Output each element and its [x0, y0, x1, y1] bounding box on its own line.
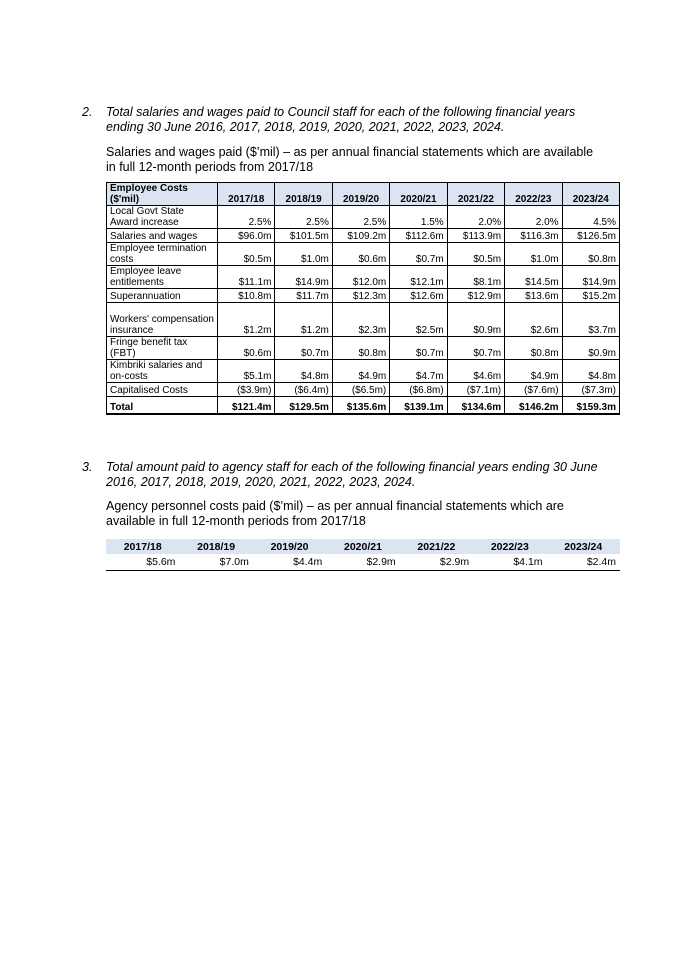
- table-row: [107, 337, 620, 360]
- header-year: 2021/22: [447, 183, 504, 206]
- cell-value: $4.7m: [390, 360, 447, 383]
- cell-value: 2.5%: [275, 206, 332, 229]
- cell-value: $4.6m: [447, 360, 504, 383]
- cell-value: $0.6m: [332, 243, 389, 266]
- table-header-row: [107, 183, 620, 206]
- cell-value: $12.0m: [332, 266, 389, 289]
- table-row: [107, 229, 620, 243]
- employee-costs-table: [106, 182, 620, 415]
- agency-header-year: 2020/21: [326, 539, 399, 554]
- table-row: [107, 243, 620, 266]
- cell-value: $12.9m: [447, 289, 504, 303]
- cell-value: $0.7m: [447, 337, 504, 360]
- row-label: Superannuation: [107, 289, 218, 303]
- cell-value: $116.3m: [505, 229, 562, 243]
- question-3-subtitle: Agency personnel costs paid ($’mil) – as per annual financial statements which are available in full 12-month periods from 2017/18: [106, 499, 564, 528]
- cell-value: $0.7m: [275, 337, 332, 360]
- cell-value: $0.9m: [562, 337, 619, 360]
- cell-value: $96.0m: [218, 229, 275, 243]
- cell-value: $1.2m: [218, 303, 275, 337]
- cell-value: ($6.5m): [332, 383, 389, 397]
- cell-value: 2.0%: [447, 206, 504, 229]
- header-year: 2022/23: [505, 183, 562, 206]
- agency-value: $2.4m: [547, 554, 620, 571]
- question-3-number: 3.: [82, 460, 93, 474]
- table-row: [107, 383, 620, 397]
- table-row: [107, 360, 620, 383]
- agency-value: $7.0m: [179, 554, 252, 571]
- cell-value: 2.5%: [332, 206, 389, 229]
- question-2-subtitle: Salaries and wages paid ($’mil) – as per annual financial statements which are available in full 12-month periods from 2017/18: [106, 145, 594, 174]
- cell-value: $15.2m: [562, 289, 619, 303]
- header-year: 2023/24: [562, 183, 619, 206]
- header-year: 2019/20: [332, 183, 389, 206]
- cell-value: $1.0m: [505, 243, 562, 266]
- agency-value: $5.6m: [106, 554, 179, 571]
- header-year: 2018/19: [275, 183, 332, 206]
- agency-header-year: 2019/20: [253, 539, 326, 554]
- cell-value: ($3.9m): [218, 383, 275, 397]
- agency-value: $2.9m: [400, 554, 473, 571]
- row-label: Workers' compensation insurance: [107, 303, 218, 337]
- cell-value: $0.8m: [505, 337, 562, 360]
- cell-value: $0.9m: [447, 303, 504, 337]
- cell-value: $1.0m: [275, 243, 332, 266]
- total-label: Total: [107, 397, 218, 415]
- cell-value: $113.9m: [447, 229, 504, 243]
- question-3-text: Total amount paid to agency staff for each of the following financial years ending 30 June 2016, 2017, 2018, 2019, 2020, 2021, 2022, 2023, 2024.: [106, 460, 598, 489]
- agency-value: $2.9m: [326, 554, 399, 571]
- cell-value: $5.1m: [218, 360, 275, 383]
- agency-value: $4.4m: [253, 554, 326, 571]
- agency-header-row: [106, 539, 620, 554]
- cell-value: 2.0%: [505, 206, 562, 229]
- header-year: 2020/21: [390, 183, 447, 206]
- cell-value: ($7.3m): [562, 383, 619, 397]
- cell-value: ($6.4m): [275, 383, 332, 397]
- table-row: [107, 266, 620, 289]
- cell-value: $0.5m: [447, 243, 504, 266]
- total-value: $139.1m: [390, 397, 447, 415]
- agency-header-year: 2018/19: [179, 539, 252, 554]
- cell-value: 4.5%: [562, 206, 619, 229]
- cell-value: $0.8m: [562, 243, 619, 266]
- cell-value: $0.5m: [218, 243, 275, 266]
- cell-value: $12.3m: [332, 289, 389, 303]
- row-label: Employee termination costs: [107, 243, 218, 266]
- cell-value: $1.2m: [275, 303, 332, 337]
- cell-value: $112.6m: [390, 229, 447, 243]
- cell-value: $14.9m: [562, 266, 619, 289]
- header-label: Employee Costs ($'mil): [107, 183, 218, 206]
- cell-value: $0.7m: [390, 243, 447, 266]
- cell-value: $4.8m: [275, 360, 332, 383]
- header-year: 2017/18: [218, 183, 275, 206]
- cell-value: $14.5m: [505, 266, 562, 289]
- total-value: $121.4m: [218, 397, 275, 415]
- row-label: Fringe benefit tax (FBT): [107, 337, 218, 360]
- cell-value: ($7.1m): [447, 383, 504, 397]
- cell-value: $2.3m: [332, 303, 389, 337]
- cell-value: $12.1m: [390, 266, 447, 289]
- row-label: Employee leave entitlements: [107, 266, 218, 289]
- total-row: [107, 397, 620, 415]
- cell-value: $0.8m: [332, 337, 389, 360]
- cell-value: $8.1m: [447, 266, 504, 289]
- table-row: [107, 289, 620, 303]
- row-label: Local Govt State Award increase: [107, 206, 218, 229]
- cell-value: $11.1m: [218, 266, 275, 289]
- cell-value: $101.5m: [275, 229, 332, 243]
- total-value: $159.3m: [562, 397, 619, 415]
- cell-value: $4.8m: [562, 360, 619, 383]
- agency-costs-table: [106, 539, 620, 571]
- cell-value: $2.6m: [505, 303, 562, 337]
- total-value: $135.6m: [332, 397, 389, 415]
- cell-value: $4.9m: [332, 360, 389, 383]
- cell-value: $11.7m: [275, 289, 332, 303]
- agency-header-year: 2023/24: [547, 539, 620, 554]
- cell-value: $14.9m: [275, 266, 332, 289]
- agency-values-row: [106, 554, 620, 571]
- question-2-text: Total salaries and wages paid to Council staff for each of the following financial years ending 30 June 2016, 2017, 2018, 2019, 2020, 2021, 2022, 2023, 2024.: [106, 105, 576, 134]
- agency-header-year: 2021/22: [400, 539, 473, 554]
- agency-header-year: 2017/18: [106, 539, 179, 554]
- total-value: $134.6m: [447, 397, 504, 415]
- cell-value: $0.7m: [390, 337, 447, 360]
- agency-header-year: 2022/23: [473, 539, 546, 554]
- cell-value: $13.6m: [505, 289, 562, 303]
- cell-value: $3.7m: [562, 303, 619, 337]
- cell-value: 1.5%: [390, 206, 447, 229]
- cell-value: $4.9m: [505, 360, 562, 383]
- cell-value: ($7.6m): [505, 383, 562, 397]
- total-value: $129.5m: [275, 397, 332, 415]
- cell-value: ($6.8m): [390, 383, 447, 397]
- agency-value: $4.1m: [473, 554, 546, 571]
- cell-value: $10.8m: [218, 289, 275, 303]
- table-row: [107, 206, 620, 229]
- cell-value: $12.6m: [390, 289, 447, 303]
- cell-value: $2.5m: [390, 303, 447, 337]
- question-2-number: 2.: [82, 105, 93, 119]
- row-label: Salaries and wages: [107, 229, 218, 243]
- total-value: $146.2m: [505, 397, 562, 415]
- row-label: Kimbriki salaries and on-costs: [107, 360, 218, 383]
- cell-value: $126.5m: [562, 229, 619, 243]
- cell-value: $0.6m: [218, 337, 275, 360]
- table-row: [107, 303, 620, 337]
- row-label: Capitalised Costs: [107, 383, 218, 397]
- cell-value: $109.2m: [332, 229, 389, 243]
- cell-value: 2.5%: [218, 206, 275, 229]
